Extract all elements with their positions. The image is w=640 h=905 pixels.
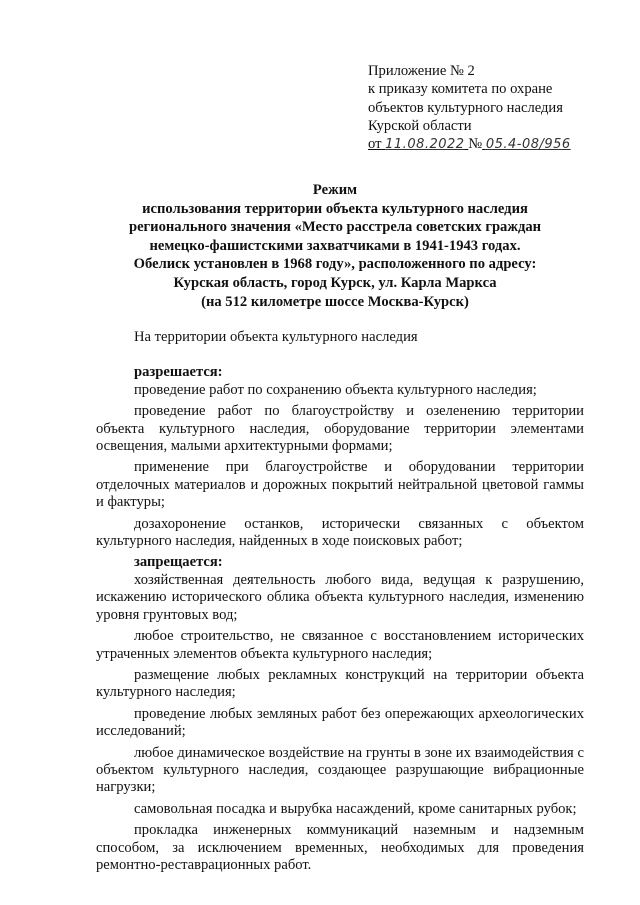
title-line: регионального значения «Место расстрела советских граждан (128, 219, 542, 236)
title-line: немецко-фашистскими захватчиками в 1941-1943 годах. (149, 237, 521, 254)
committee-name: объектов культурного наследия (368, 99, 563, 116)
forbidden-item: хозяйственная деятельность любого вида, ведущая к разрушению, искажению исторического облика объекта культурного наследия, изменению уровня грунтовых вод; (96, 571, 584, 623)
allowed-item: проведение работ по сохранению объекта культурного наследия; (134, 381, 537, 398)
allowed-item: применение при благоустройстве и оборудовании территории отделочных материалов и дорожных покрытий нейтральной цветовой гаммы и фактуры; (96, 459, 584, 511)
forbidden-item: любое строительство, не связанное с восстановлением исторических утраченных элементов объекта культурного наследия; (96, 628, 584, 662)
document-title (96, 181, 574, 311)
region-name: Курской области (368, 117, 472, 134)
allowed-item: проведение работ по благоустройству и озеленению территории объекта культурного наследия, оборудование территории элементами освещения, малыми архитектурными формами; (96, 403, 584, 455)
title-line: (на 512 километре шоссе Москва-Курск) (201, 293, 469, 310)
handwritten-order-number: 05.4-08/956 (485, 137, 571, 153)
order-date-number-line (368, 135, 628, 154)
forbidden-item: любое динамическое воздействие на грунты в зоне их взаимодействия с объектом культурного наследия, создающее разрушающие вибрационные нагрузки; (96, 744, 584, 796)
appendix-header (368, 62, 628, 154)
from-prefix: от (368, 136, 382, 153)
handwritten-date: 11.08.2022 (385, 137, 465, 153)
intro-text: На территории объекта культурного наследия (134, 329, 418, 345)
number-prefix: № (468, 136, 483, 153)
allowed-item: дозахоронение останков, исторически связанных с объектом культурного наследия, найденных в ходе поисковых работ; (96, 515, 584, 550)
title-line: Обелиск установлен в 1968 году», расположенного по адресу: (133, 256, 537, 273)
forbidden-item: размещение любых рекламных конструкций на территории объекта культурного наследия; (96, 666, 584, 701)
forbidden-item: самовольная посадка и вырубка насаждений, кроме санитарных рубок; (134, 800, 577, 817)
order-reference: к приказу комитета по охране (368, 81, 553, 98)
appendix-number: Приложение № 2 (368, 63, 475, 79)
title-line: Курская область, город Курск, ул. Карла Маркса (173, 274, 497, 291)
allowed-heading: разрешается: (134, 364, 223, 381)
document-body (96, 329, 584, 878)
forbidden-item: прокладка инженерных коммуникаций наземным и надземным способом, за исключением временных, необходимых для проведения ремонтно-реставрационных работ. (96, 822, 584, 873)
forbidden-item: проведение любых земляных работ без опережающих археологических исследований; (96, 705, 584, 740)
title-line: использования территории объекта культурного наследия (142, 200, 528, 217)
forbidden-heading: запрещается: (134, 554, 223, 571)
title-line: Режим (312, 182, 358, 198)
